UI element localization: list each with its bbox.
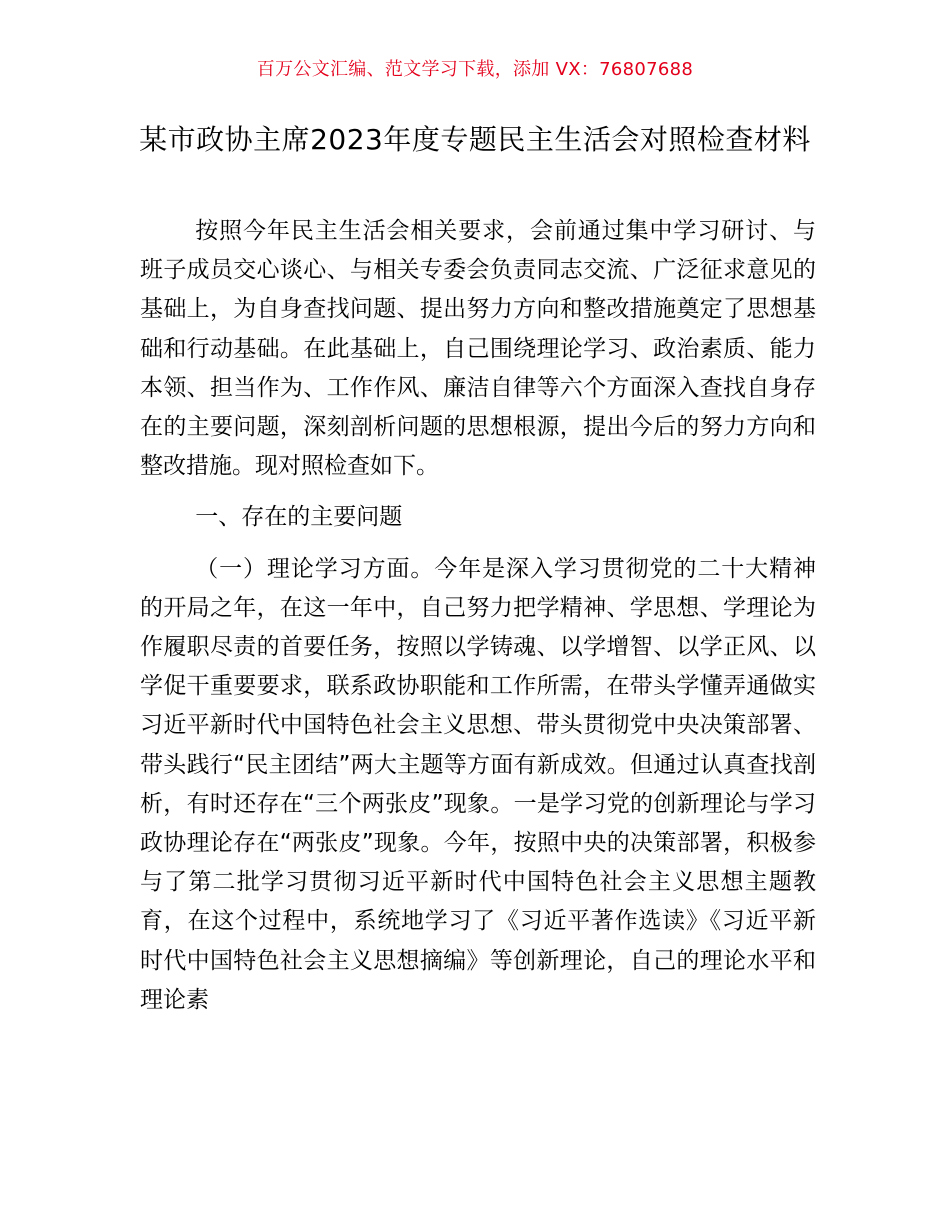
section-heading: 一、存在的主要问题: [195, 504, 403, 531]
intro-paragraph: 按照今年民主生活会相关要求，会前通过集中学习研讨、与班子成员交心谈心、与相关专委会负责同志交流、广泛征求意见的基础上，为自身查找问题、提出努力方向和整改措施奠定了思想基础和行动基础。在此基础上，自己围绕理论学习、政治素质、能力本领、担当作为、工作作风、廉洁自律等六个方面深入查找自身存在的主要问题，深刻剖析问题的思想根源，提出今后的努力方向和整改措施。现对照检查如下。: [140, 218, 816, 480]
paragraph-gap: [140, 538, 816, 550]
document-body: [140, 212, 816, 1020]
document-title: 某市政协主席2023年度专题民主生活会对照检查材料: [139, 123, 811, 156]
watermark-banner: 百万公文汇编、范文学习下载，添加 VX：76807688: [256, 59, 694, 80]
paragraph-gap: [140, 486, 816, 498]
section-paragraph: （一）理论学习方面。今年是深入学习贯彻党的二十大精神的开局之年，在这一年中，自己努力把学精神、学思想、学理论为作履职尽责的首要任务，按照以学铸魂、以学增智、以学正风、以学促干重要要求，联系政协职能和工作所需，在带头学懂弄通做实习近平新时代中国特色社会主义思想、带头贯彻党中央决策部署、带头践行“民主团结”两大主题等方面有新成效。但通过认真查找剖析，有时还存在“三个两张皮”现象。一是学习党的创新理论与学习政协理论存在“两张皮”现象。今年，按照中央的决策部署，积极参与了第二批学习贯彻习近平新时代中国特色社会主义思想主题教育，在这个过程中，系统地学习了《习近平著作选读》《习近平新时代中国特色社会主义思想摘编》等创新理论，自己的理论水平和理论素: [140, 555, 816, 1013]
